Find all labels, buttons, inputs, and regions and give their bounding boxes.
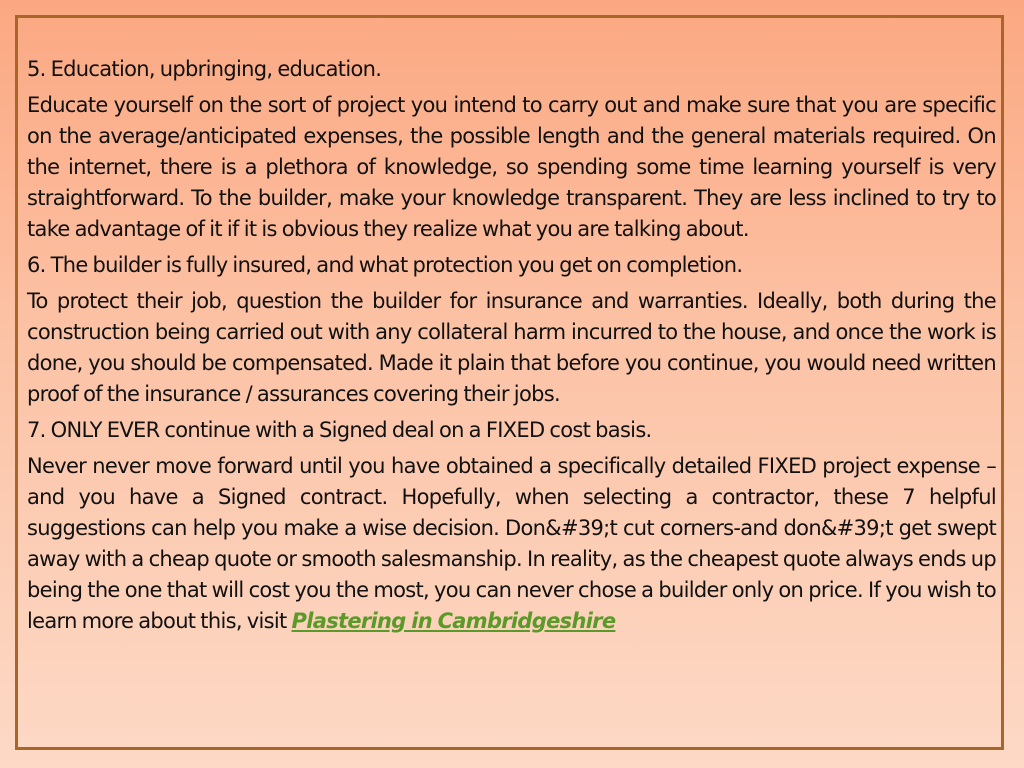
item-7-body: Never never move forward until you have obtained a specifically detailed FIXED project expense – and you have a Signed contract. Hopefully, when selecting a contractor, these 7 helpful suggestions can help you make a wise decision. Don&#39;t cut corners-and don&#39;t get swept away with a cheap quote or smooth salesmanship. In reality, as the cheapest quote always ends up being the one that will cost you the most, you can never chose a builder only on price. If you wish to learn more about this, visit [27, 454, 996, 633]
plastering-link[interactable]: Plastering in Cambridgeshire [291, 609, 616, 633]
item-6-heading: 6. The builder is fully insured, and what protection you get on completion. [27, 253, 743, 277]
item-7-body-paragraph [27, 451, 996, 637]
item-5-body: Educate yourself on the sort of project you intend to carry out and make sure that you are specific on the average/anticipated expenses, the possible length and the general materials required. On the internet, there is a plethora of knowledge, so spending some time learning yourself is very straightforward. To the builder, make your knowledge transparent. They are less inclined to try to take advantage of it if it is obvious they realize what you are talking about. [27, 93, 996, 241]
item-7-heading: 7. ONLY EVER continue with a Signed deal on a FIXED cost basis. [27, 418, 652, 442]
item-5-heading: 5. Education, upbringing, education. [27, 57, 382, 81]
slide-text-content [27, 54, 996, 642]
item-6-body: To protect their job, question the builder for insurance and warranties. Ideally, both during the construction being carried out with any collateral harm incurred to the house, and once the work is done, you should be compensated. Made it plain that before you continue, you would need written proof of the insurance / assurances covering their jobs. [27, 289, 996, 406]
